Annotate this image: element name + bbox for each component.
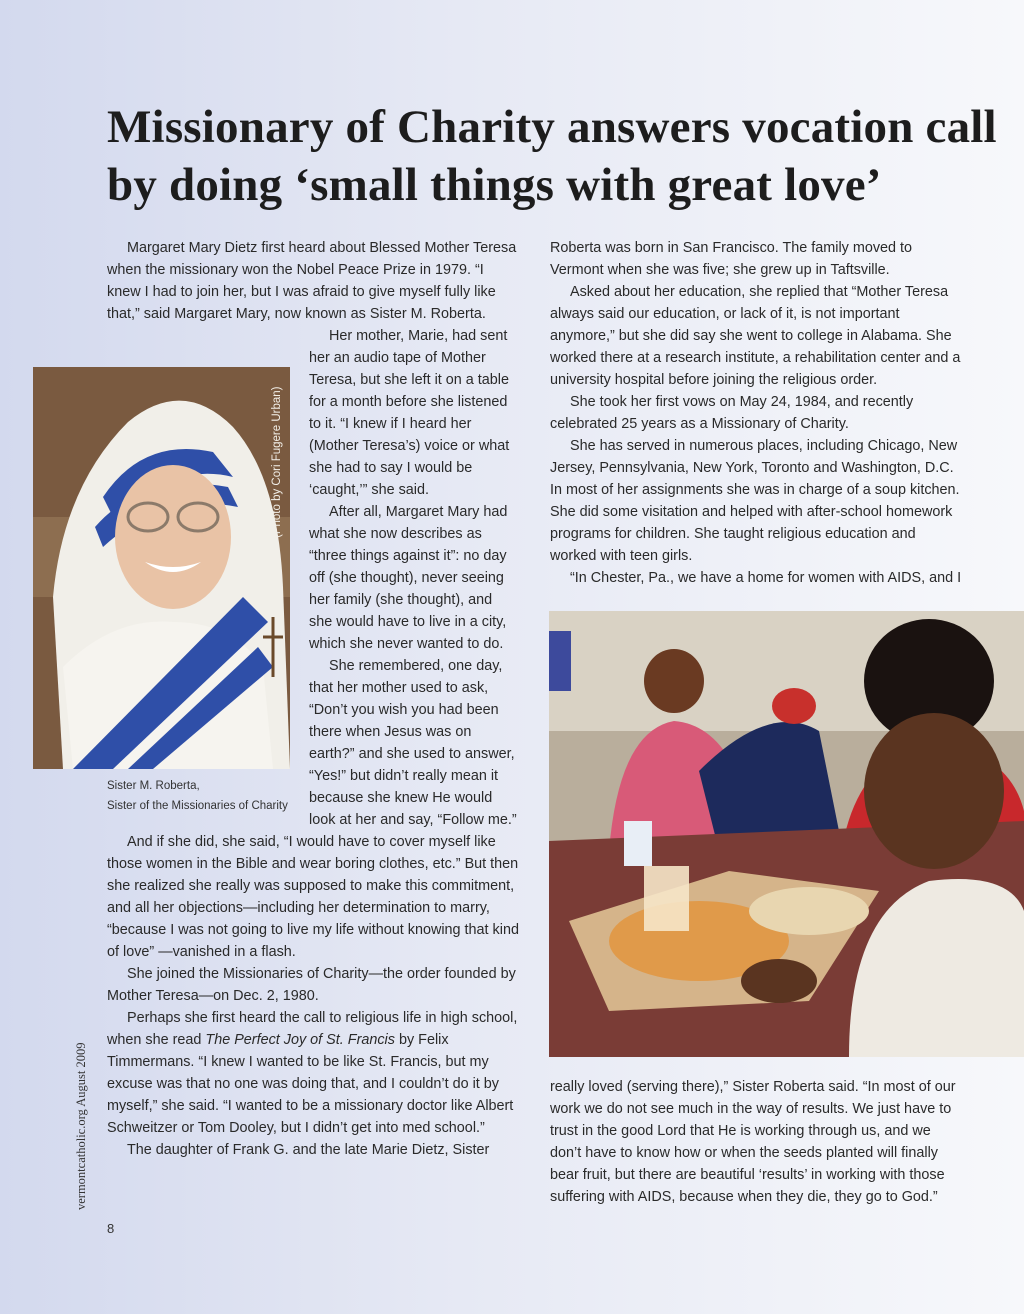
paragraph: Roberta was born in San Francisco. The family moved to Vermont when she was five; she grew up in Taftsville.: [550, 240, 913, 278]
paragraph: The daughter of Frank G. and the late Marie Dietz, Sister: [127, 1142, 490, 1158]
paragraph: “In Chester, Pa., we have a home for women with AIDS, and I: [570, 570, 962, 586]
paragraph: After all, Margaret Mary had what she now describes as “three things against it”: no day off (she thought), never seeing her family (she thought), and she would have to live in a city, which she never wanted to do.: [309, 504, 508, 652]
paragraph: She joined the Missionaries of Charity—the order founded by Mother Teresa—on Dec. 2, 1980.: [107, 966, 516, 1004]
book-title: The Perfect Joy of St. Francis: [205, 1032, 395, 1048]
paragraph-text: Perhaps she first heard the call to religious life in high school, when she read: [107, 1010, 518, 1048]
headline: [107, 98, 997, 214]
paragraph: Asked about her education, she replied that “Mother Teresa always said our education, or lack of it, is not important anymore,” but she did say she went to college in Alabama. She worked there at a research institute, a rehabilitation center and a university hospital before joining the religious order.: [550, 284, 961, 388]
soup-kitchen-photo: [549, 611, 1024, 1057]
paragraph: And if she did, she said, “I would have to cover myself like those women in the Bible and wear boring clothes, etc.” But then she realized she really was supposed to make this commitment, and all her objections—including her determination to marry, “because I was not going to live my life without knowing that kind of love” —vanished in a flash.: [107, 834, 519, 960]
side-text: vermontcatholic.org August 2009: [74, 1042, 88, 1210]
article-column-right-bottom: [550, 1076, 964, 1208]
photo-credit: (Photo by Cori Fugere Urban): [271, 386, 283, 538]
paragraph: She took her first vows on May 24, 1984, and recently celebrated 25 years as a Missionary of Charity.: [550, 394, 914, 432]
caption-line: Sister M. Roberta,: [107, 780, 200, 792]
paragraph: [107, 1007, 519, 1139]
portrait-photo: [33, 367, 290, 769]
paragraph: Her mother, Marie, had sent her an audio tape of Mother Teresa, but she left it on a table for a month before she listened to it. “I knew if I heard her (Mother Teresa’s) voice or what she had to say I would be ‘caught,’” she said.: [309, 328, 510, 498]
caption-line: Sister of the Missionaries of Charity: [107, 800, 288, 812]
paragraph: She has served in numerous places, including Chicago, New Jersey, Pennsylvania, New York, Toronto and Washington, D.C. In most of her assignments she was in charge of a soup kitchen. She did some visitation and helped with after-school homework programs for children. She taught religious education and worked with teen girls.: [550, 438, 960, 564]
portrait-illustration: [33, 367, 290, 769]
photo-caption: [107, 776, 307, 816]
soup-kitchen-illustration: [549, 611, 1024, 1057]
paragraph: really loved (serving there),” Sister Roberta said. “In most of our work we do not see much in the way of results. We just have to trust in the good Lord that He is working through us, and we don’t have to know how or when the seeds planted will finally bear fruit, but there are beautiful ‘results’ in working with those suffering with AIDS, because when they die, they go to God.”: [550, 1079, 956, 1205]
headline-line-1: Missionary of Charity answers vocation call: [107, 101, 997, 153]
headline-line-2: by doing ‘small things with great love’: [107, 159, 882, 211]
paragraph: She remembered, one day, that her mother used to ask, “Don’t you wish you had been there when Jesus was on earth?” and she used to answer, “Yes!” but didn’t really mean it because she knew He would look at her and say, “Follow me.”: [309, 658, 517, 828]
paragraph: Margaret Mary Dietz first heard about Blessed Mother Teresa when the missionary won the Nobel Peace Prize in 1979. “I knew I had to join her, but I was afraid to give myself fully like that,” said Margaret Mary, now known as Sister M. Roberta.: [107, 240, 517, 322]
article-column-right-top: [550, 237, 964, 589]
page-number: 8: [107, 1221, 115, 1236]
paragraph-text: by Felix Timmermans. “I knew I wanted to be like St. Francis, but my excuse was that no one was doing that, and I couldn’t do it by myself,” she said. “I wanted to be a missionary doctor like Albert Schweitzer or Tom Dooley, but I didn’t get into med school.”: [107, 1032, 514, 1136]
